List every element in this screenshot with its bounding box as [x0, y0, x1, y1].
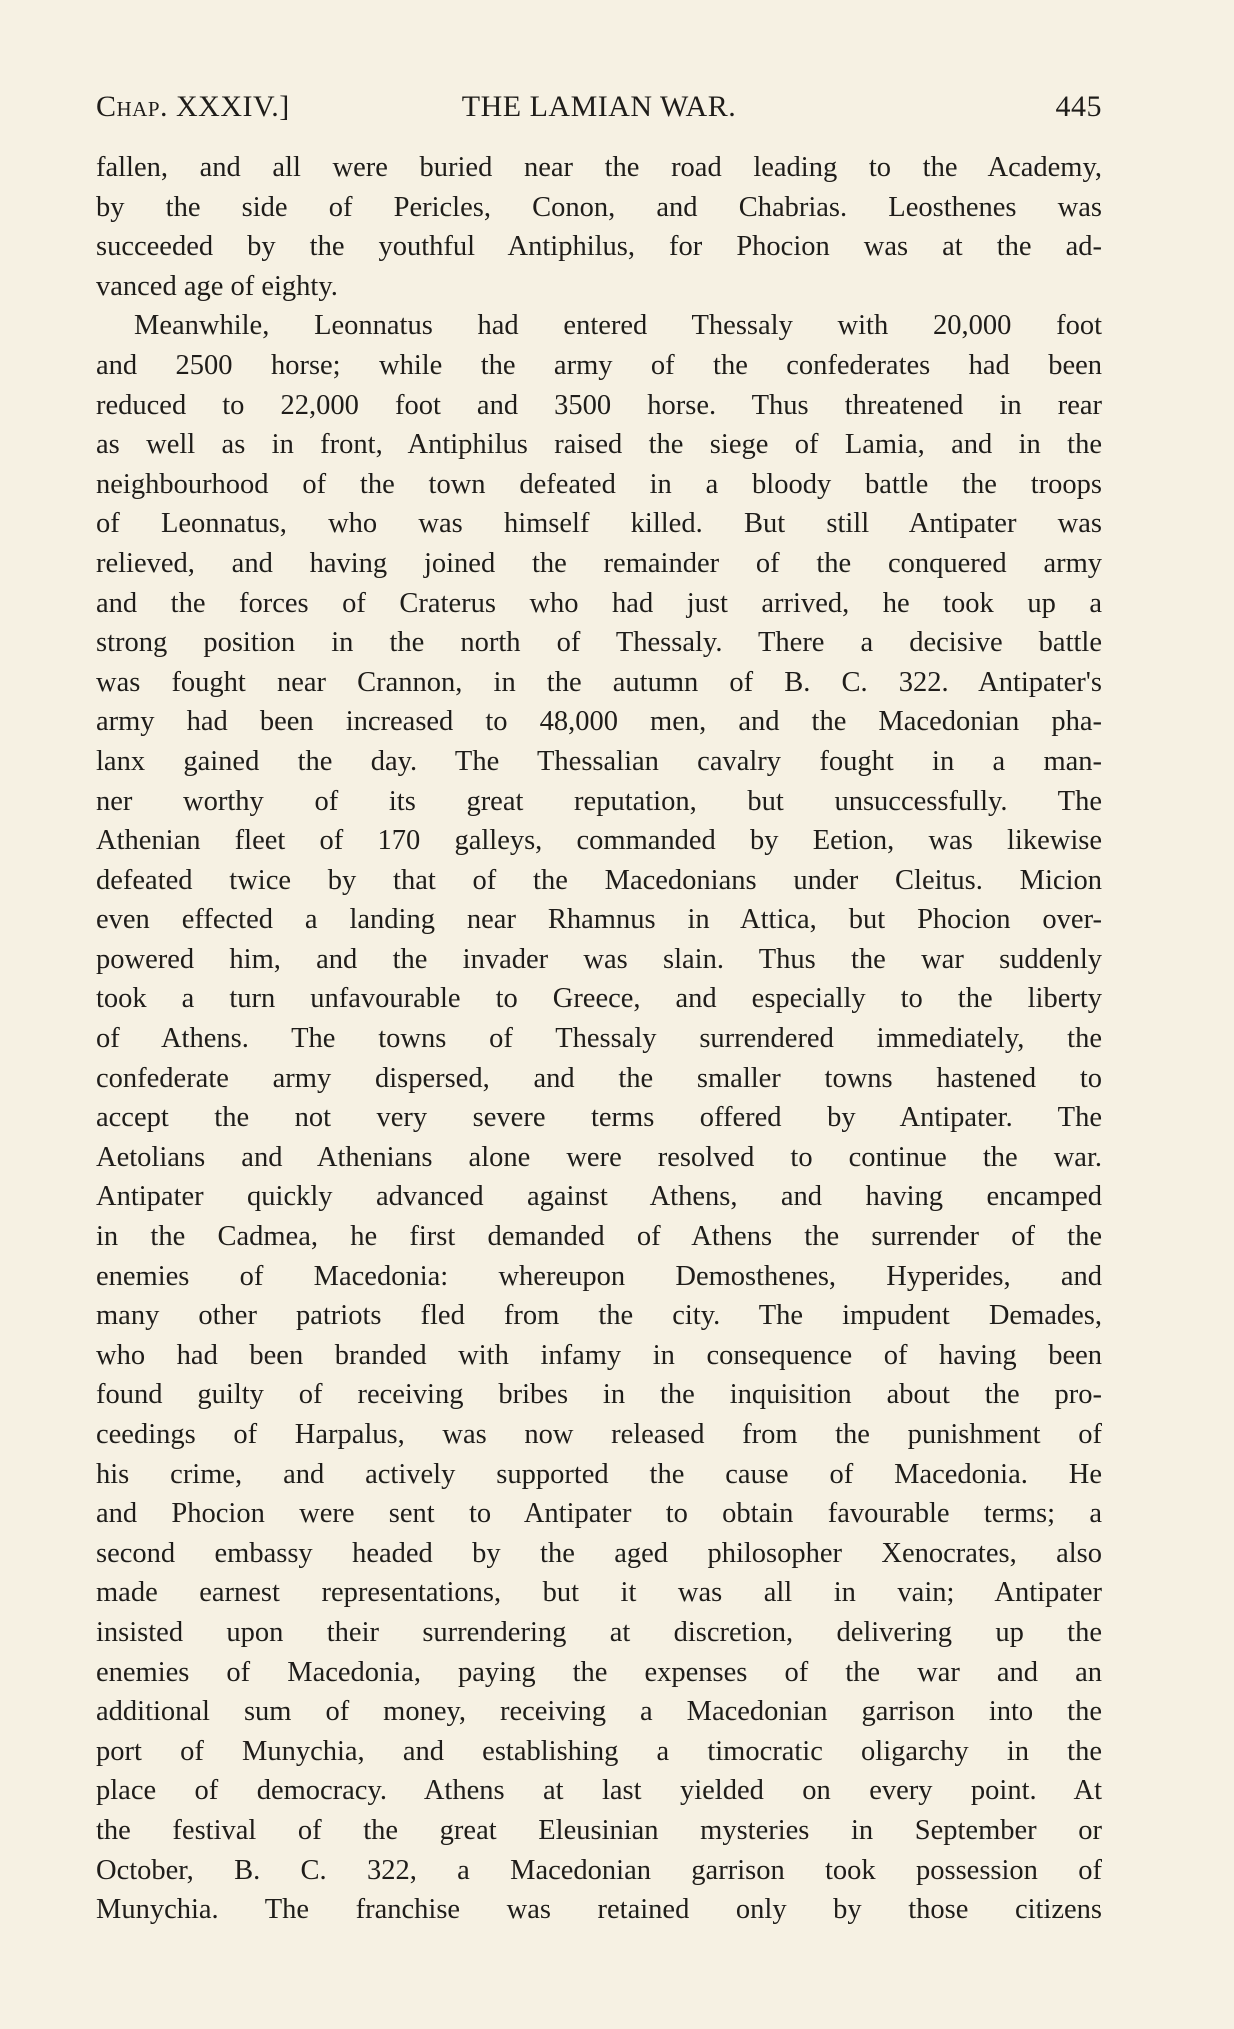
text-line: even effected a landing near Rhamnus in Attica, but Phocion over- — [96, 904, 1102, 936]
text-line: relieved, and having joined the remainder of the conquered army — [96, 547, 1102, 579]
text-line: additional sum of money, receiving a Macedonian garrison into the — [96, 1696, 1102, 1728]
text-line: accept the not very severe terms offered by Antipater. The — [96, 1102, 1102, 1134]
text-line: his crime, and actively supported the cause of Macedonia. He — [96, 1458, 1102, 1490]
text-line: Athenian fleet of 170 galleys, commanded by Eetion, was likewise — [96, 825, 1102, 857]
text-line: lanx gained the day. The Thessalian cavalry fought in a man- — [96, 745, 1102, 777]
text-line: fallen, and all were buried near the road leading to the Academy, — [96, 152, 1102, 183]
text-line: insisted upon their surrendering at discretion, delivering up the — [96, 1616, 1102, 1648]
text-line: as well as in front, Antiphilus raised the siege of Lamia, and in the — [96, 429, 1102, 461]
text-line: by the side of Pericles, Conon, and Chabrias. Leosthenes was — [96, 191, 1102, 223]
text-line: made earnest representations, but it was all in vain; Antipater — [96, 1577, 1102, 1609]
text-line: enemies of Macedonia: whereupon Demosthenes, Hyperides, and — [96, 1260, 1102, 1292]
text-line: and the forces of Craterus who had just arrived, he took up a — [96, 587, 1102, 619]
text-line: reduced to 22,000 foot and 3500 horse. Thus threatened in rear — [96, 389, 1102, 421]
text-line: place of democracy. Athens at last yielded on every point. At — [96, 1775, 1102, 1807]
chapter-title: THE LAMIAN WAR. — [461, 90, 737, 123]
text-line: defeated twice by that of the Macedonians under Cleitus. Micion — [96, 864, 1102, 896]
text-line: the festival of the great Eleusinian mysteries in September or — [96, 1814, 1102, 1846]
text-line: Antipater quickly advanced against Athens, and having encamped — [96, 1181, 1102, 1213]
text-line: Aetolians and Athenians alone were resolved to continue the war. — [96, 1141, 1102, 1173]
text-line: powered him, and the invader was slain. Thus the war suddenly — [96, 943, 1102, 975]
text-line: October, B. C. 322, a Macedonian garrison took possession of — [96, 1854, 1102, 1886]
text-line: was fought near Crannon, in the autumn of B. C. 322. Antipater's — [96, 666, 1102, 698]
text-line: and 2500 horse; while the army of the confederates had been — [96, 349, 1102, 381]
text-line: in the Cadmea, he first demanded of Athens the surrender of the — [96, 1221, 1102, 1253]
text-line: many other patriots fled from the city. The impudent Demades, — [96, 1300, 1102, 1332]
text-line: enemies of Macedonia, paying the expenses of the war and an — [96, 1656, 1102, 1688]
text-line: Meanwhile, Leonnatus had entered Thessaly with 20,000 foot — [134, 310, 1102, 342]
chapter-label: Chap. XXXIV.] — [96, 90, 290, 123]
text-line: port of Munychia, and establishing a timocratic oligarchy in the — [96, 1735, 1102, 1767]
running-head — [96, 90, 1102, 134]
page-number: 445 — [1055, 90, 1102, 123]
body-text — [96, 148, 1102, 1930]
text-line: found guilty of receiving bribes in the inquisition about the pro- — [96, 1379, 1102, 1411]
text-line: strong position in the north of Thessaly. There a decisive battle — [96, 627, 1102, 659]
text-line: confederate army dispersed, and the smaller towns hastened to — [96, 1062, 1102, 1094]
text-line: who had been branded with infamy in consequence of having been — [96, 1339, 1102, 1371]
text-line: Munychia. The franchise was retained only by those citizens — [96, 1894, 1102, 1926]
text-line: neighbourhood of the town defeated in a bloody battle the troops — [96, 468, 1102, 500]
text-line: took a turn unfavourable to Greece, and especially to the liberty — [96, 983, 1102, 1015]
text-line: and Phocion were sent to Antipater to obtain favourable terms; a — [96, 1498, 1102, 1530]
text-line: vanced age of eighty. — [96, 270, 338, 302]
text-line: second embassy headed by the aged philosopher Xenocrates, also — [96, 1537, 1102, 1569]
text-line: of Athens. The towns of Thessaly surrendered immediately, the — [96, 1023, 1102, 1055]
text-line: of Leonnatus, who was himself killed. But still Antipater was — [96, 508, 1102, 540]
text-line: succeeded by the youthful Antiphilus, for Phocion was at the ad- — [96, 231, 1102, 263]
text-line: ceedings of Harpalus, was now released from the punishment of — [96, 1419, 1102, 1450]
text-line: ner worthy of its great reputation, but unsuccessfully. The — [96, 785, 1102, 817]
text-line: army had been increased to 48,000 men, and the Macedonian pha- — [96, 706, 1102, 738]
